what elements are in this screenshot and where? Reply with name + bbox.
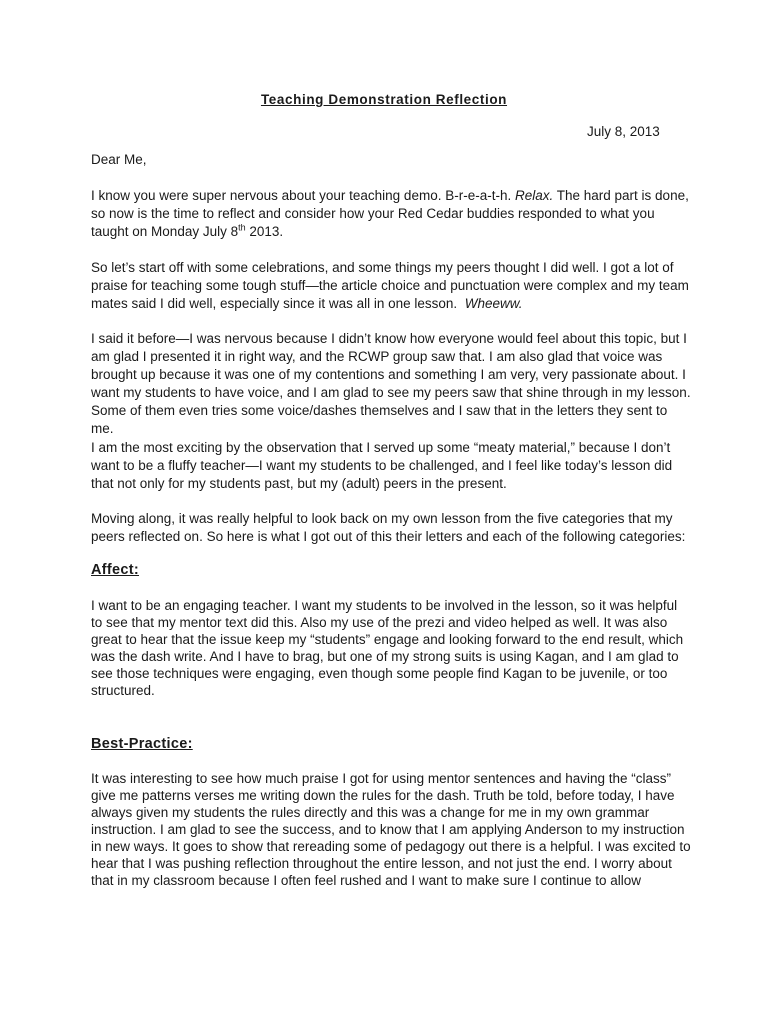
salutation bbox=[91, 151, 691, 169]
paragraph-1-text bbox=[91, 187, 691, 241]
paragraph-2 bbox=[91, 259, 691, 313]
paragraph-5 bbox=[91, 510, 691, 546]
letter-date: July 8, 2013 bbox=[587, 124, 660, 139]
heading-affect: Affect: bbox=[91, 562, 140, 578]
paragraph-3-text: I said it before—I was nervous because I didn’t know how everyone would feel about this topic, but I am glad I presented it in right way, and the RCWP group saw that. I am also glad that voice was brought up because it was one of my contentions and something I am very, very passionate about. I want my students to have voice, and I am glad to see my peers saw that shine through in my lesson. Some of them even tries some voice/dashes themselves and I saw that in the letters they sent to me. bbox=[91, 331, 691, 436]
wheeww-text: Wheeww. bbox=[464, 296, 523, 311]
paragraph-3 bbox=[91, 330, 691, 438]
paragraph-6-text: I want to be an engaging teacher. I want my students to be involved in the lesson, so it was helpful to see that my mentor text did this. Also my use of the prezi and video helped as well. It was also great to hear that the issue keep my “students” engage and looking forward to the end result, which was the dash write. And I have to brag, but one of my strong suits is using Kagan, and I am glad to see those techniques were engaging, even though some people find Kagan to be juvenile, or too structured. bbox=[91, 598, 684, 698]
relax-text: Relax. bbox=[514, 188, 554, 203]
paragraph-1 bbox=[91, 187, 691, 241]
page-title: Teaching Demonstration Reflection bbox=[260, 92, 508, 107]
paragraph-4-text: I am the most exciting by the observation that I served up some “meaty material,” because I don’t want to be a fluffy teacher—I want my students to be challenged, and I feel like today’s lesson did that not only for my students past, but my (adult) peers in the present. bbox=[91, 440, 673, 491]
paragraph-7 bbox=[91, 770, 691, 889]
heading-best-practice: Best-Practice: bbox=[91, 736, 193, 752]
p1-part-c: 2013. bbox=[245, 224, 284, 239]
paragraph-7-text: It was interesting to see how much praise I got for using mentor sentences and having the “class” give me patterns verses me writing down the rules for the dash. Truth be told, before today, I have always given my students the rules directly and this was a change for me in my own grammar instruction. I am glad to see the success, and to know that I am applying Anderson to my instruction in new ways. It goes to show that rereading some of pedagogy out there is a helpful. I was excited to hear that I was pushing reflection throughout the entire lesson, and not just the end. I worry about that in my classroom because I often feel rushed and I want to make sure I continue to allow bbox=[91, 771, 691, 888]
paragraph-2-text bbox=[91, 259, 691, 313]
superscript-th: th bbox=[238, 222, 246, 233]
paragraph-5-text: Moving along, it was really helpful to look back on my own lesson from the five categories that my peers reflected on. So here is what I got out of this their letters and each of the following categories: bbox=[91, 511, 686, 544]
paragraph-4 bbox=[91, 439, 691, 493]
p2-part-a: So let’s start off with some celebrations, and some things my peers thought I did well. I got a lot of praise for teaching some tough stuff—the article choice and punctuation were complex and my team mates said I did well, especially since it was all in one lesson. bbox=[91, 260, 689, 311]
p1-part-b: The hard part is done, so now is the time to reflect and consider how your Red Cedar buddies responded to what you taught on Monday July 8 bbox=[91, 188, 689, 239]
salutation-text: Dear Me, bbox=[91, 152, 147, 167]
paragraph-6 bbox=[91, 597, 691, 699]
p1-part-a: I know you were super nervous about your teaching demo. B-r-e-a-t-h. bbox=[91, 188, 512, 203]
